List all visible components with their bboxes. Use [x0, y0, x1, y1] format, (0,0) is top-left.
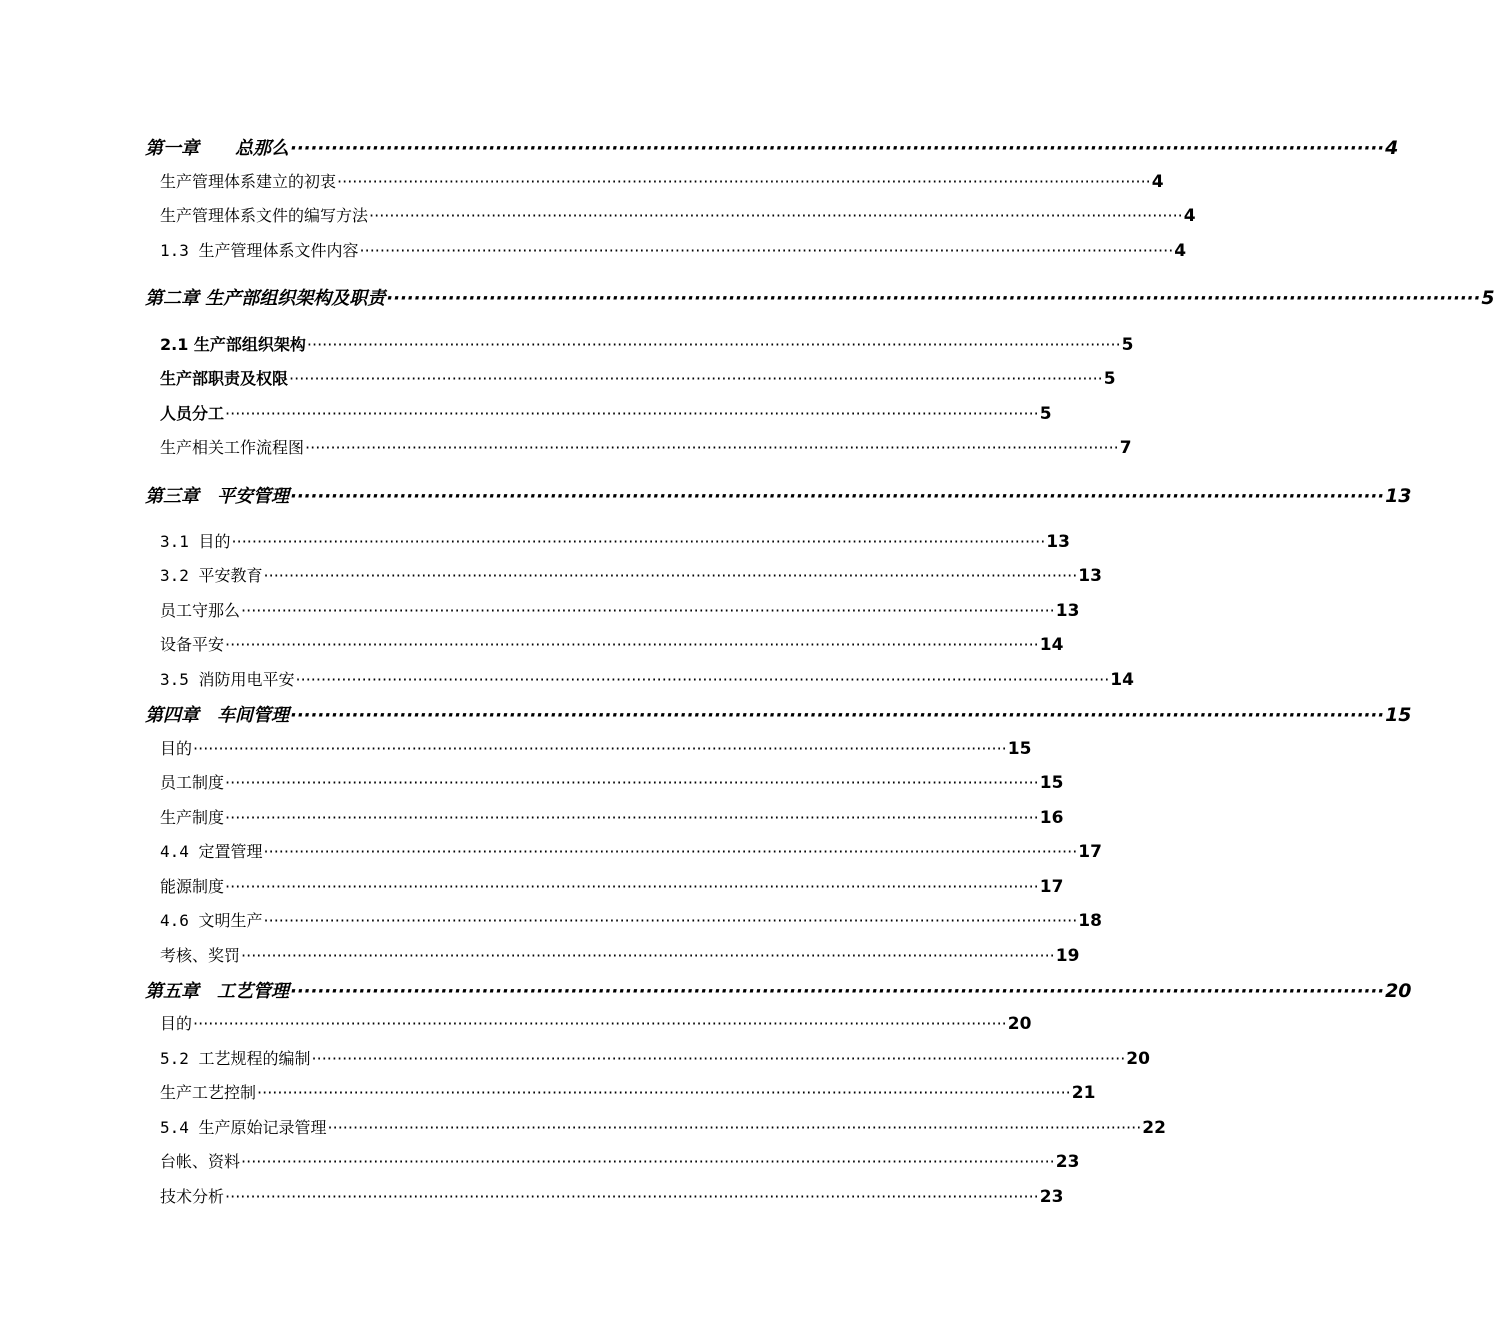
- toc-label: 3.5 消防用电平安: [160, 670, 295, 689]
- toc-label: 目的: [160, 739, 193, 758]
- toc-entry[interactable]: [160, 736, 1032, 764]
- dot-leader: ································································································································································: [263, 842, 1078, 861]
- toc-entry[interactable]: [160, 563, 1102, 591]
- toc-label: 台帐、资料: [160, 1152, 241, 1171]
- toc-label: 1.3 生产管理体系文件内容: [160, 241, 359, 260]
- toc-page-number: 19: [1055, 946, 1080, 966]
- toc-page-number: 13: [1046, 532, 1070, 552]
- toc-label: 生产部职责及权限: [160, 369, 289, 388]
- toc-entry[interactable]: [160, 770, 1064, 798]
- toc-chapter-1[interactable]: [145, 134, 1399, 162]
- toc-entry[interactable]: [160, 839, 1102, 867]
- toc-page-number: 4: [1151, 172, 1164, 192]
- toc-label: 生产相关工作流程图: [160, 438, 305, 457]
- toc-page-number: 23: [1039, 1187, 1064, 1207]
- toc-entry[interactable]: [160, 874, 1064, 902]
- toc-entry[interactable]: [160, 667, 1134, 695]
- toc-entry[interactable]: [160, 805, 1064, 833]
- toc-entry[interactable]: [160, 908, 1102, 936]
- toc-page-number: 7: [1119, 438, 1132, 458]
- toc-label: 目的: [160, 1014, 193, 1033]
- toc-page-number: 15: [1039, 773, 1064, 793]
- dot-leader: ································································································································································: [289, 369, 1103, 388]
- toc-label: 生产制度: [160, 808, 225, 827]
- toc-label: 生产管理体系建立的初衷: [160, 172, 337, 191]
- dot-leader: ································································································································································: [327, 1118, 1142, 1137]
- toc-label: 生产管理体系文件的编写方法: [160, 206, 369, 225]
- dot-leader: ································································································································································: [257, 1083, 1071, 1102]
- toc-label: 第三章 平安管理: [145, 486, 289, 507]
- toc-label: 能源制度: [160, 877, 225, 896]
- dot-leader: ································································································································································: [337, 172, 1151, 191]
- dot-leader: ································································································································································: [193, 739, 1007, 758]
- toc-chapter-4[interactable]: [145, 701, 1412, 729]
- toc-entry[interactable]: [160, 1011, 1032, 1039]
- toc-page-number: 17: [1039, 877, 1064, 897]
- toc-page-number: 22: [1142, 1118, 1166, 1138]
- toc-page-number: 15: [1007, 739, 1032, 759]
- toc-page-number: 5: [1039, 404, 1052, 424]
- dot-leader: ································································································································································: [369, 206, 1183, 225]
- toc-label: 技术分析: [160, 1187, 225, 1206]
- toc-label: 考核、奖罚: [160, 946, 241, 965]
- toc-entry[interactable]: [160, 238, 1187, 266]
- dot-leader: ································································································································································: [359, 241, 1174, 260]
- toc-entry[interactable]: [160, 169, 1164, 197]
- dot-leader: ································································································································································: [225, 635, 1039, 654]
- dot-leader: ································································································································································: [225, 808, 1039, 827]
- dot-leader: ································································································································································: [225, 1187, 1039, 1206]
- toc-chapter-2[interactable]: [145, 284, 1495, 312]
- toc-label: 第一章 总那么: [145, 138, 289, 159]
- dot-leader: ································································································································································: [231, 532, 1046, 551]
- dot-leader: ································································································································································: [311, 1049, 1126, 1068]
- toc-page-number: 17: [1078, 842, 1102, 862]
- toc-page-number: 14: [1110, 670, 1134, 690]
- toc-label: 3.2 平安教育: [160, 566, 263, 585]
- toc-entry[interactable]: [160, 1046, 1150, 1074]
- toc-entry[interactable]: [160, 1184, 1064, 1212]
- toc-entry[interactable]: [160, 1080, 1096, 1108]
- toc-page-number: 15: [1385, 704, 1412, 726]
- dot-leader: ································································································································································: [225, 404, 1039, 423]
- dot-leader: ································································································································································: [290, 981, 1385, 1002]
- toc-page-number: 21: [1071, 1083, 1096, 1103]
- toc-entry[interactable]: [160, 1149, 1080, 1177]
- toc-label: 生产工艺控制: [160, 1083, 257, 1102]
- toc-page-number: 23: [1055, 1152, 1080, 1172]
- toc-page-number: 5: [1103, 369, 1116, 389]
- toc-page-number: 20: [1126, 1049, 1150, 1069]
- toc-label: 5.2 工艺规程的编制: [160, 1049, 311, 1068]
- toc-label: 员工制度: [160, 773, 225, 792]
- toc-entry[interactable]: [160, 943, 1080, 971]
- toc-chapter-5[interactable]: [145, 977, 1412, 1005]
- toc-label: 第四章 车间管理: [145, 705, 289, 726]
- dot-leader: ································································································································································: [241, 946, 1055, 965]
- toc-label: 3.1 目的: [160, 532, 231, 551]
- toc-label: 第二章 生产部组织架构及职责: [145, 288, 386, 309]
- toc-page-number: 4: [1183, 206, 1196, 226]
- toc-label: 2.1 生产部组织架构: [160, 335, 306, 354]
- toc-chapter-3[interactable]: [145, 482, 1412, 510]
- dot-leader: ································································································································································: [225, 877, 1039, 896]
- toc-page-number: 5: [1121, 335, 1134, 355]
- dot-leader: ································································································································································: [241, 601, 1055, 620]
- dot-leader: ································································································································································: [386, 288, 1481, 309]
- dot-leader: ································································································································································: [241, 1152, 1055, 1171]
- dot-leader: ································································································································································: [306, 335, 1121, 354]
- toc-entry[interactable]: [160, 401, 1052, 429]
- toc-label: 5.4 生产原始记录管理: [160, 1118, 327, 1137]
- toc-page-number: 13: [1385, 485, 1412, 507]
- dot-leader: ································································································································································: [263, 566, 1078, 585]
- toc-page-number: 16: [1039, 808, 1064, 828]
- toc-label: 员工守那么: [160, 601, 241, 620]
- toc-page-number: 13: [1055, 601, 1080, 621]
- toc-page-number: 4: [1174, 241, 1187, 261]
- dot-leader: ································································································································································: [290, 486, 1385, 507]
- toc-entry[interactable]: [160, 435, 1132, 463]
- toc-page-number: 18: [1078, 911, 1102, 931]
- dot-leader: ································································································································································: [295, 670, 1110, 689]
- toc-label: 4.6 文明生产: [160, 911, 263, 930]
- toc-page-number: 4: [1385, 137, 1399, 159]
- toc-entry[interactable]: [160, 366, 1116, 394]
- dot-leader: ································································································································································: [193, 1014, 1007, 1033]
- dot-leader: ································································································································································: [290, 138, 1385, 159]
- toc-label: 4.4 定置管理: [160, 842, 263, 861]
- toc-label: 人员分工: [160, 404, 225, 423]
- toc-entry[interactable]: [160, 1115, 1166, 1143]
- toc-page-number: 13: [1078, 566, 1102, 586]
- toc-entry[interactable]: [160, 203, 1196, 231]
- toc-label: 设备平安: [160, 635, 225, 654]
- toc-page-number: 20: [1007, 1014, 1032, 1034]
- toc-page-number: 5: [1481, 287, 1495, 309]
- toc-page-number: 14: [1039, 635, 1064, 655]
- dot-leader: ································································································································································: [225, 773, 1039, 792]
- dot-leader: ································································································································································: [290, 705, 1385, 726]
- toc-page-number: 20: [1385, 980, 1412, 1002]
- toc-entry[interactable]: [160, 598, 1080, 626]
- dot-leader: ································································································································································: [263, 911, 1078, 930]
- toc-entry[interactable]: [160, 332, 1134, 360]
- toc-label: 第五章 工艺管理: [145, 981, 289, 1002]
- toc-entry[interactable]: [160, 632, 1064, 660]
- dot-leader: ································································································································································: [305, 438, 1119, 457]
- toc-entry[interactable]: [160, 529, 1070, 557]
